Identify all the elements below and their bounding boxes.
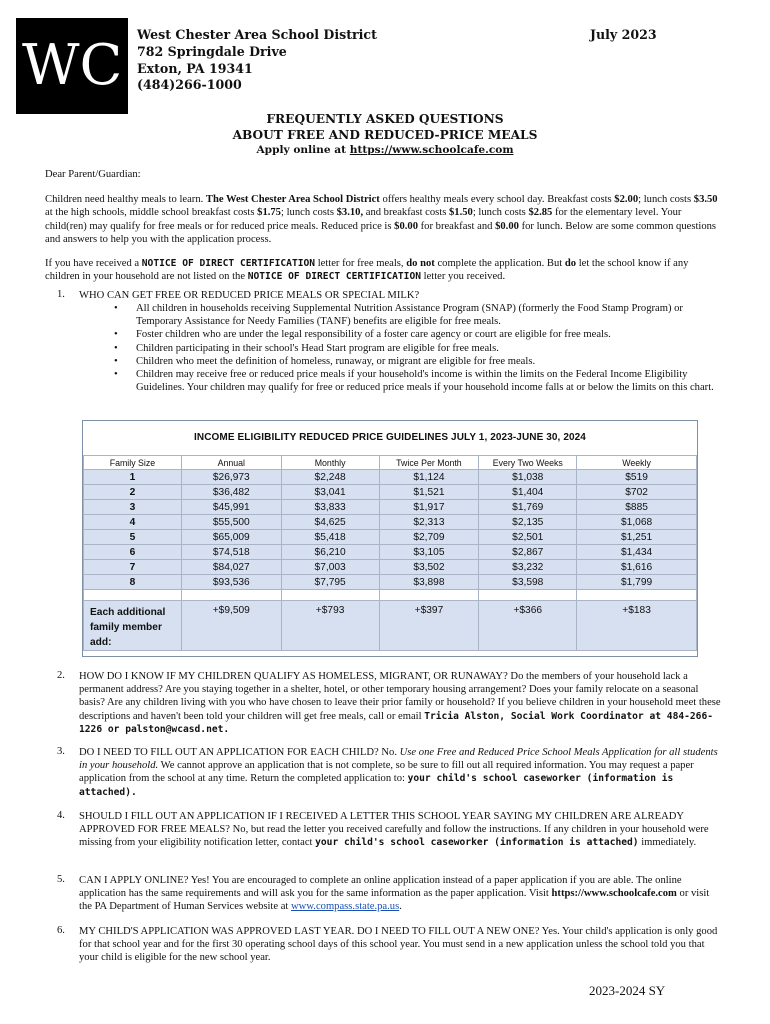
district-street: 782 Springdale Drive — [137, 43, 287, 59]
table-row: 5 $65,009 $5,418 $2,709 $2,501 $1,251 — [84, 530, 697, 545]
table-additional-member-row: Each additional family member add: +$9,509 +$793 +$397 +$366 +$183 — [84, 601, 697, 651]
district-city: Exton, PA 19341 — [137, 60, 253, 76]
list-item: • Foster children who are under the legal responsibility of a foster care agency or court are eligible for free meals. — [114, 328, 722, 341]
list-item: • Children participating in their school's Head Start program are eligible for free meals. — [114, 342, 722, 355]
table-header-row — [84, 456, 697, 470]
header-twice-per-month: Twice Per Month — [379, 456, 479, 470]
table-row: 1 $26,973 $2,248 $1,124 $1,038 $519 — [84, 470, 697, 485]
table-spacer-row — [84, 590, 697, 601]
table-row: 2 $36,482 $3,041 $1,521 $1,404 $702 — [84, 485, 697, 500]
apply-prefix: Apply online at — [256, 144, 350, 156]
q6-number: 6. — [57, 925, 65, 936]
q2-text: HOW DO I KNOW IF MY CHILDREN QUALIFY AS HOMELESS, MIGRANT, OR RUNAWAY? Do the members of your household lack a permanent address? Are you staying together in a shelter, hotel, or other temporary housing arrangement? Does your family relocate on a seasonal basis? Are any children living with you who have chosen to leave their prior family or household? If you believe children in your household meet these descriptions and haven't been told your children will get free meals, call or email Tricia Alston, Social Work Coordinator at 484-266-1226 or palston@wcasd.net. — [79, 671, 721, 735]
list-item: • Children who meet the definition of homeless, runaway, or migrant are eligible for free meals. — [114, 355, 722, 368]
intro-paragraph-1: Children need healthy meals to learn. The West Chester Area School District offers healthy meals every school day. Breakfast costs $2.00; lunch costs $3.50 at the high schools, middle school breakfast costs $1.75; lunch costs $3.10, and breakfast costs $1.50; lunch costs $2.85 for the elementary level. Your child(ren) may qualify for free meals or for reduced price meals. Reduced price is $0.00 for breakfast and $0.00 for lunch. Below are some common questions and answers to help you with the application process. — [45, 194, 718, 245]
intro-paragraph-2: If you have received a NOTICE OF DIRECT CERTIFICATION letter for free meals, do not complete the application. But do let the school know if any children in your household are not listed on the NOTICE OF DIRECT CERTIFICATION letter you received. — [45, 258, 689, 283]
table-title: INCOME ELIGIBILITY REDUCED PRICE GUIDELINES JULY 1, 2023-JUNE 30, 2024 — [194, 432, 586, 443]
title-line-2: ABOUT FREE AND REDUCED-PRICE MEALS — [232, 128, 538, 142]
district-phone: (484)266-1000 — [137, 77, 242, 93]
greeting: Dear Parent/Guardian: — [45, 169, 141, 180]
compass-link[interactable]: www.compass.state.pa.us — [291, 901, 400, 913]
table-row: 8 $93,536 $7,795 $3,898 $3,598 $1,799 — [84, 575, 697, 590]
q1-question: WHO CAN GET FREE OR REDUCED PRICE MEALS OR SPECIAL MILK? — [79, 290, 420, 301]
table-row: 4 $55,500 $4,625 $2,313 $2,135 $1,068 — [84, 515, 697, 530]
svg-text:WC: WC — [22, 33, 123, 98]
q1-number: 1. — [57, 289, 65, 300]
q5-number: 5. — [57, 874, 65, 885]
q2-number: 2. — [57, 670, 65, 681]
additional-member-label: Each additional family member add: — [84, 601, 182, 651]
document-title-block — [0, 111, 770, 158]
income-grid — [83, 455, 697, 651]
q2-contact: Tricia Alston, Social Work Coordinator at 484-266-1226 or palston@wcasd.net. — [79, 710, 714, 735]
q4-text: SHOULD I FILL OUT AN APPLICATION IF I RECEIVED A LETTER THIS SCHOOL YEAR SAYING MY CHILDREN ARE ALREADY APPROVED FOR FREE MEALS? No, but read the letter you received carefully and follow the instructions. If any children in your household were missing from your eligibility notification letter, contact your child's school caseworker (information is attached) immediately. — [79, 811, 709, 849]
title-line-1: FREQUENTLY ASKED QUESTIONS — [266, 112, 504, 126]
q6-text: MY CHILD'S APPLICATION WAS APPROVED LAST YEAR. DO I NEED TO FILL OUT A NEW ONE? Yes. Your child's application is only good for that school year and for the first 30 operating school days of this school year. You must send in a new application unless the school told you that your child is eligible for the new school year. — [79, 926, 718, 964]
footer-school-year: 2023-2024 SY — [589, 983, 666, 998]
header-every-two-weeks: Every Two Weeks — [479, 456, 577, 470]
header-family-size: Family Size — [84, 456, 182, 470]
table-row: 6 $74,518 $6,210 $3,105 $2,867 $1,434 — [84, 545, 697, 560]
q1-bullet-list — [114, 302, 722, 394]
list-item: • Children may receive free or reduced price meals if your household's income is within the limits on the Federal Income Eligibility Guidelines. Your children may qualify for free or reduced price meals if your household income falls at or below the limits on this chart. — [114, 368, 722, 394]
q3-number: 3. — [57, 746, 65, 757]
income-eligibility-table — [82, 420, 698, 657]
district-name: West Chester Area School District — [137, 27, 377, 42]
district-address-block — [137, 27, 377, 94]
table-row: 3 $45,991 $3,833 $1,917 $1,769 $885 — [84, 500, 697, 515]
header-annual: Annual — [181, 456, 281, 470]
wc-logo-icon — [16, 18, 128, 114]
header-weekly: Weekly — [577, 456, 697, 470]
q4-number: 4. — [57, 810, 65, 821]
district-logo — [16, 18, 128, 114]
apply-online-line — [0, 143, 770, 158]
letter-date: July 2023 — [590, 27, 657, 42]
table-row: 7 $84,027 $7,003 $3,502 $3,232 $1,616 — [84, 560, 697, 575]
header-monthly: Monthly — [281, 456, 379, 470]
apply-url-link[interactable]: https://www.schoolcafe.com — [349, 144, 514, 156]
list-item: • All children in households receiving Supplemental Nutrition Assistance Program (SNAP) (formerly the Food Stamp Program) or Temporary Assistance for Needy Families (TANF) benefits are eligible for free meals. — [114, 302, 722, 328]
q5-text: CAN I APPLY ONLINE? Yes! You are encouraged to complete an online application instead of a paper application if you are able. The online application has the same requirements and will ask you for the same information as the paper application. Visit https://www.schoolcafe.com or visit the PA Department of Human Services website at www.compass.state.pa.us. — [79, 875, 710, 913]
q3-text: DO I NEED TO FILL OUT AN APPLICATION FOR EACH CHILD? No. Use one Free and Reduced Price School Meals Application for all students in your household. We cannot approve an application that is not complete, so be sure to fill out all required information. You may request a paper application from the school at any time. Return the completed application to: your child's school caseworker (information is attached). — [79, 747, 718, 798]
